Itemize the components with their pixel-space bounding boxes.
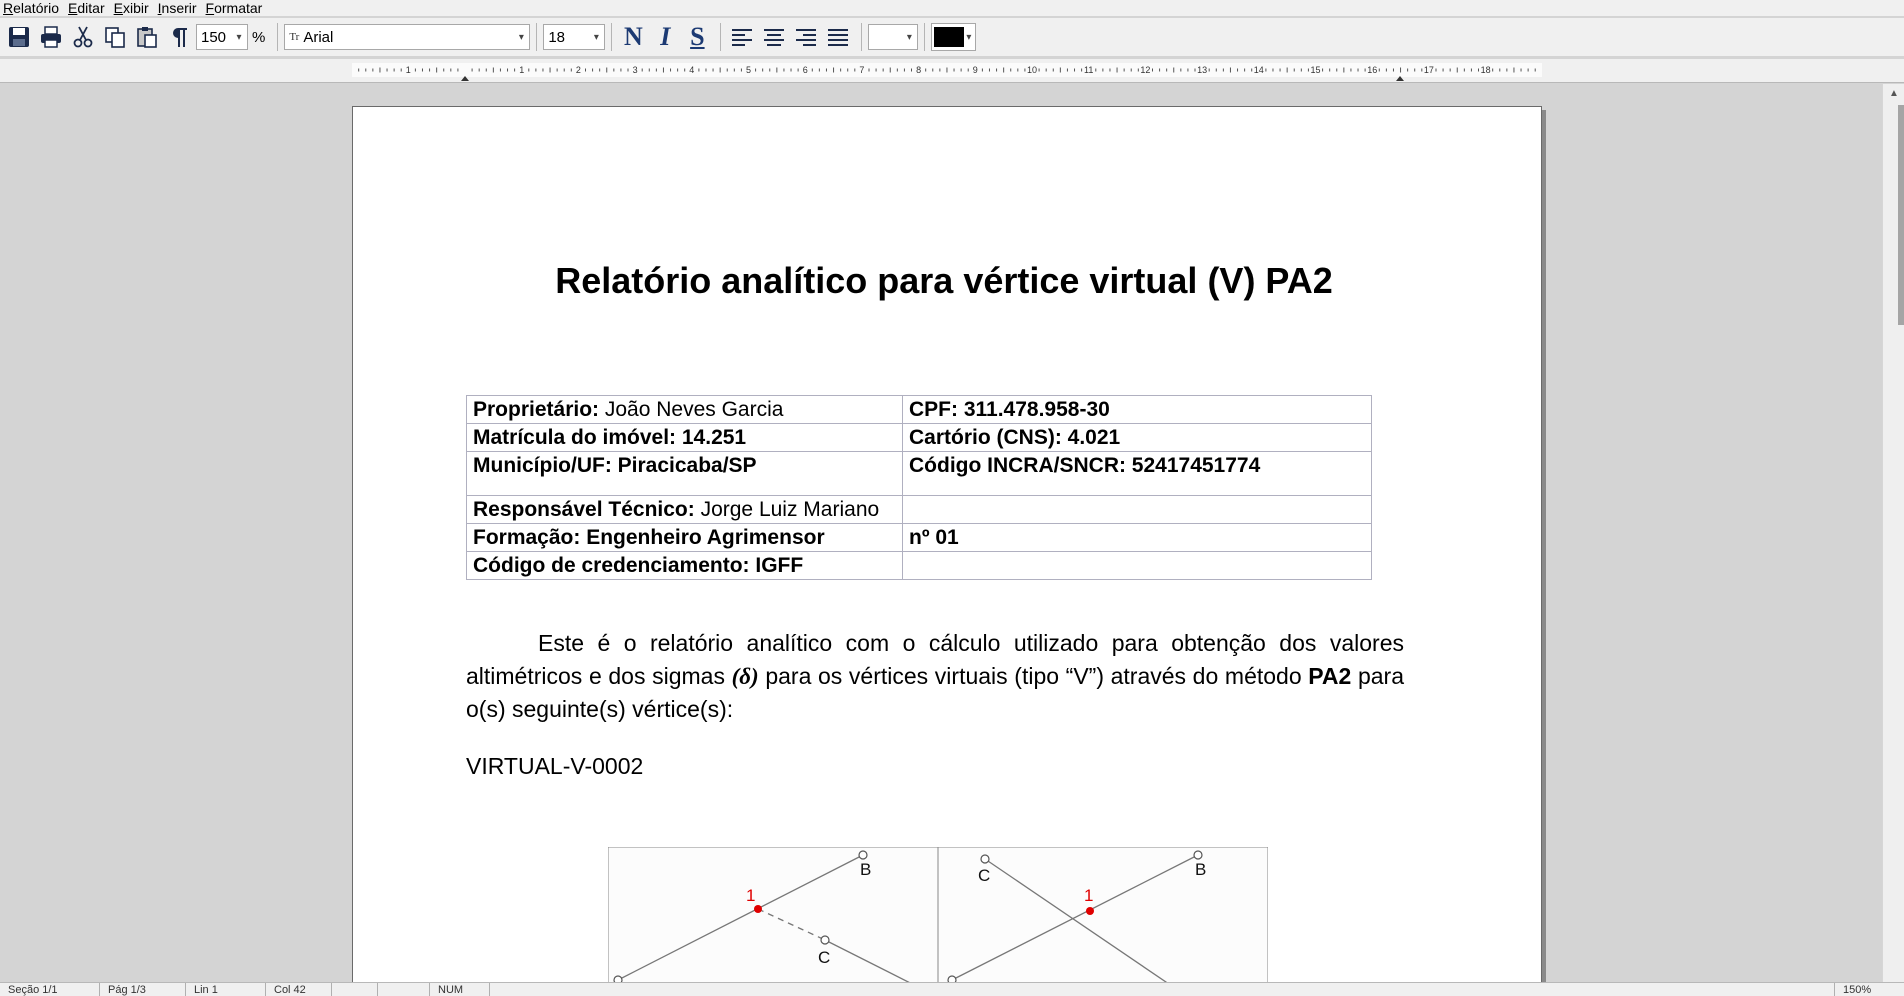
status-column: Col 42 xyxy=(266,983,332,996)
label-b: B xyxy=(1195,860,1207,879)
label-b: B xyxy=(860,860,872,879)
table-cell[interactable] xyxy=(903,496,1372,524)
pa2-method-diagram[interactable] xyxy=(608,847,1268,982)
menu-formatar[interactable]: Formatar xyxy=(205,0,263,16)
save-button[interactable] xyxy=(4,22,34,52)
cell-value: João Neves Garcia xyxy=(599,398,784,421)
menu-inserir[interactable]: Inserir xyxy=(157,0,197,16)
toolbar-separator xyxy=(536,23,537,51)
table-cell[interactable] xyxy=(903,552,1372,580)
paragraph-text-3: para o(s) seguinte(s) vértice(s): xyxy=(466,663,1404,722)
ruler-number: 9 xyxy=(972,65,978,75)
scroll-up-icon[interactable]: ▲ xyxy=(1889,87,1899,99)
ruler-number: 11 xyxy=(1084,65,1094,75)
ruler-number: 16 xyxy=(1367,65,1378,75)
cell-text: Código INCRA/SNCR: 52417451774 xyxy=(909,454,1261,477)
cell-label: Responsável Técnico: xyxy=(473,498,695,521)
status-line: Lin 1 xyxy=(186,983,266,996)
table-cell[interactable] xyxy=(467,524,903,552)
table-row xyxy=(467,452,1372,496)
toolbar-separator xyxy=(924,23,925,51)
table-row xyxy=(467,424,1372,452)
cut-button[interactable] xyxy=(68,22,98,52)
method-name: PA2 xyxy=(1308,663,1352,689)
cell-text: Matrícula do imóvel: 14.251 xyxy=(473,426,747,449)
virtual-vertex-marker xyxy=(754,905,762,913)
align-right-button[interactable] xyxy=(791,22,821,52)
owner-info-table xyxy=(466,395,1372,580)
vertex-b-marker xyxy=(859,851,867,859)
table-cell[interactable] xyxy=(903,424,1372,452)
chevron-down-icon: ▾ xyxy=(966,31,972,43)
toolbar-separator xyxy=(861,23,862,51)
cell-text: Cartório (CNS): 4.021 xyxy=(909,426,1121,449)
table-cell[interactable] xyxy=(467,452,903,496)
virtual-vertex-marker xyxy=(1086,907,1094,915)
ruler-scale xyxy=(0,59,1904,83)
ruler-number: 4 xyxy=(689,65,695,75)
align-center-icon xyxy=(763,26,785,48)
table-row xyxy=(467,396,1372,424)
align-center-button[interactable] xyxy=(759,22,789,52)
status-section: Seção 1/1 xyxy=(0,983,100,996)
underline-button[interactable]: S xyxy=(690,22,705,51)
toolbar-separator xyxy=(277,23,278,51)
table-cell[interactable] xyxy=(467,496,903,524)
page-title xyxy=(353,260,1543,302)
font-size-combo[interactable] xyxy=(543,24,605,50)
bold-button[interactable]: N xyxy=(623,22,643,51)
vertex-b-marker xyxy=(1194,851,1202,859)
status-num: NUM xyxy=(430,983,490,996)
zoom-combo[interactable] xyxy=(196,24,248,50)
align-justify-button[interactable] xyxy=(823,22,853,52)
print-button[interactable] xyxy=(36,22,66,52)
document-workspace xyxy=(0,84,1882,982)
intro-paragraph[interactable] xyxy=(466,627,1404,726)
status-bar xyxy=(0,982,1904,996)
save-icon xyxy=(7,25,31,49)
align-left-icon xyxy=(731,26,753,48)
truetype-font-icon: Tr xyxy=(289,31,300,43)
scissors-icon xyxy=(71,25,95,49)
font-size-value: 18 xyxy=(548,28,566,46)
ruler-number: 7 xyxy=(859,65,865,75)
label-c: C xyxy=(818,948,831,967)
ruler-number: 5 xyxy=(745,65,752,75)
table-cell[interactable] xyxy=(903,396,1372,424)
label-1: 1 xyxy=(746,886,756,905)
vertex-code[interactable]: VIRTUAL-V-0002 xyxy=(466,753,644,779)
cell-text: CPF: 311.478.958-30 xyxy=(909,398,1110,421)
document-page[interactable] xyxy=(352,106,1542,982)
status-zoom: 150% xyxy=(1834,983,1904,996)
toolbar-separator xyxy=(720,23,721,51)
vertex-c-marker xyxy=(821,936,829,944)
paragraph-text-2: para os vértices virtuais (tipo “V”) através do método xyxy=(758,663,1309,689)
cell-text: Município/UF: Piracicaba/SP xyxy=(473,454,757,477)
ruler-number: 6 xyxy=(802,65,808,75)
ruler-number: 8 xyxy=(916,65,922,75)
cell-text: Código de credenciamento: IGFF xyxy=(473,554,804,577)
copy-icon xyxy=(103,25,127,49)
page-title-text: Relatório analítico para vértice virtual (V) PA2 xyxy=(555,260,1333,301)
paragraph-text-1: Este é o relatório analítico com o cálculo utilizado para obtenção dos valores altimétricos e dos sigmas xyxy=(466,630,1404,689)
zoom-unit: % xyxy=(252,28,266,46)
color-swatch xyxy=(934,27,964,47)
vertical-scrollbar[interactable] xyxy=(1882,84,1904,982)
ruler-number: 1 xyxy=(405,65,411,75)
paste-button[interactable] xyxy=(132,22,162,52)
chevron-down-icon: ▾ xyxy=(906,31,912,43)
font-name-value: Arial xyxy=(303,28,334,46)
menu-editar[interactable]: Editar xyxy=(68,0,105,16)
text-color-combo[interactable] xyxy=(931,23,976,51)
scrollbar-thumb[interactable] xyxy=(1898,105,1904,325)
table-cell[interactable] xyxy=(467,424,903,452)
toolbar-separator xyxy=(611,23,612,51)
pilcrow-icon xyxy=(167,25,191,49)
copy-button[interactable] xyxy=(100,22,130,52)
table-row xyxy=(467,524,1372,552)
line-spacing-combo[interactable] xyxy=(868,24,918,50)
status-insert xyxy=(332,983,378,996)
label-c: C xyxy=(978,866,991,885)
align-right-icon xyxy=(795,26,817,48)
ruler-number: 2 xyxy=(575,65,581,75)
ruler-number: 12 xyxy=(1140,65,1151,75)
ruler-number: 15 xyxy=(1310,65,1321,75)
cell-label: Proprietário: xyxy=(473,398,600,421)
ruler-number: 13 xyxy=(1197,65,1208,75)
cell-value: Jorge Luiz Mariano xyxy=(694,498,880,521)
cell-text: nº 01 xyxy=(909,526,959,549)
label-1: 1 xyxy=(1084,886,1094,905)
chevron-down-icon: ▾ xyxy=(593,31,599,43)
chevron-down-icon: ▾ xyxy=(236,31,242,43)
toolbar xyxy=(0,18,1904,56)
sigma-symbol: (δ) xyxy=(731,664,759,689)
table-row xyxy=(467,496,1372,524)
ruler-number: 3 xyxy=(632,65,638,75)
font-name-combo[interactable] xyxy=(284,24,530,50)
table-cell[interactable] xyxy=(467,552,903,580)
align-justify-icon xyxy=(827,26,849,48)
align-left-button[interactable] xyxy=(727,22,757,52)
cell-text: Formação: Engenheiro Agrimensor xyxy=(473,526,825,549)
table-row xyxy=(467,552,1372,580)
status-caps xyxy=(378,983,430,996)
menu-exibir[interactable]: Exibir xyxy=(113,0,149,16)
italic-button[interactable]: I xyxy=(660,22,671,51)
ruler-number: 1 xyxy=(519,65,525,75)
table-cell[interactable] xyxy=(467,396,903,424)
paste-icon xyxy=(135,25,159,49)
ruler-number: 14 xyxy=(1253,65,1264,75)
menu-relatorio[interactable]: Relatório xyxy=(3,0,60,16)
table-cell[interactable] xyxy=(903,452,1372,496)
table-cell[interactable] xyxy=(903,524,1372,552)
menu-bar xyxy=(0,0,1904,16)
chevron-down-icon: ▾ xyxy=(518,31,524,43)
paragraph-marks-button[interactable] xyxy=(164,22,194,52)
ruler-number: 17 xyxy=(1423,65,1434,75)
status-page: Pág 1/3 xyxy=(100,983,186,996)
horizontal-ruler[interactable] xyxy=(0,59,1904,83)
zoom-value: 150 xyxy=(201,28,227,46)
vertex-c-marker xyxy=(981,855,989,863)
ruler-number: 10 xyxy=(1026,65,1038,75)
printer-icon xyxy=(39,25,63,49)
ruler-number: 18 xyxy=(1480,65,1491,75)
